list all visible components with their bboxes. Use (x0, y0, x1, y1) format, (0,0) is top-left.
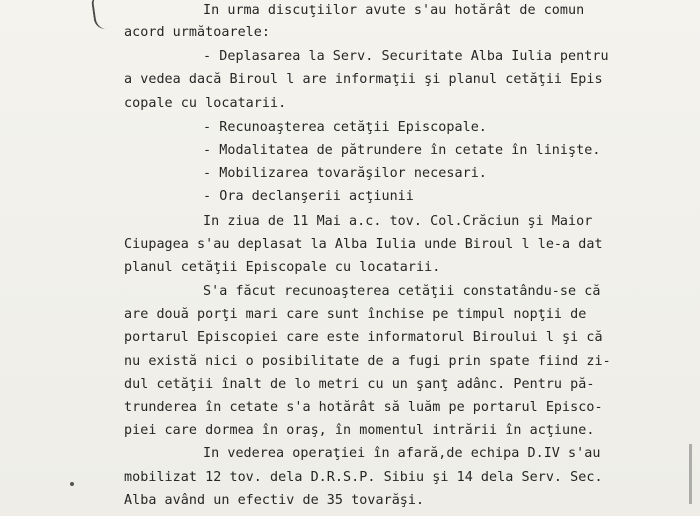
text-line: In urma discuţiilor avute s'au hotărât de comun (203, 3, 585, 18)
text-line: - Ora declanşerii acţiunii (203, 189, 414, 204)
text-line: trunderea în cetate s'a hotărât să luăm pe portarul Episco- (124, 400, 603, 415)
text-line: are două porţi mari care sunt închise pe timpul nopţii de (124, 307, 587, 322)
text-line: - Deplasarea la Serv. Securitate Alba Iulia pentru (203, 49, 609, 64)
handwritten-mark (91, 0, 108, 31)
text-line: In vederea operaţiei în afară,de echipa D.IV s'au (203, 446, 601, 461)
text-line: Alba având un efectiv de 35 tovarăşi. (124, 493, 425, 508)
scan-edge-mark (689, 444, 692, 504)
text-line: - Modalitatea de pătrundere în cetate în linişte. (203, 143, 601, 158)
text-line: acord următoarele: (124, 25, 271, 40)
text-line: planul cetăţii Episcopale cu locatarii. (124, 260, 441, 275)
ink-dot (70, 482, 74, 486)
text-line: nu există nici o posibilitate de a fugi prin spate fiind zi- (124, 354, 611, 369)
text-line: In ziua de 11 Mai a.c. tov. Col.Crăciun şi Maior (203, 214, 593, 229)
text-line: S'a făcut recunoaşterea cetăţii constatându-se că (203, 284, 601, 299)
text-line: portarul Episcopiei care este informatorul Biroului l şi că (124, 330, 603, 345)
text-line: - Recunoaşterea cetăţii Episcopale. (203, 120, 487, 135)
text-line: copale cu locatarii. (124, 96, 287, 111)
text-line: a vedea dacă Biroul l are informaţii şi planul cetăţii Epis (124, 72, 603, 87)
text-line: piei care dormea în oraş, în momentul intrării în acţiune. (124, 423, 595, 438)
text-line: mobilizat 12 tov. dela D.R.S.P. Sibiu şi 14 dela Serv. Sec. (124, 470, 603, 485)
text-line: dul cetăţii înalt de lo metri cu un şanţ adânc. Pentru pă- (124, 377, 595, 392)
text-line: - Mobilizarea tovarăşilor necesari. (203, 166, 487, 181)
text-line: Ciupagea s'au deplasat la Alba Iulia unde Biroul l le-a dat (124, 237, 603, 252)
